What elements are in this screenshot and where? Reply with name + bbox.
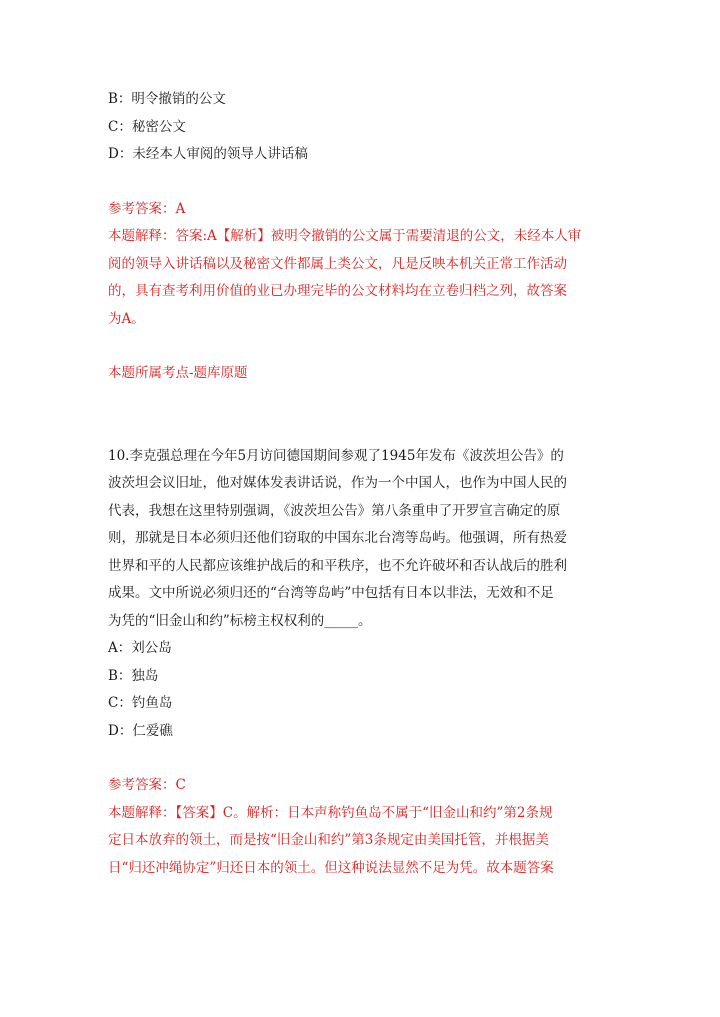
- q10-question: [108, 443, 616, 636]
- q10-question-line: 10.李克强总理在今年5月访问德国期间参观了1945年发布《波茨坦公告》的: [108, 447, 564, 464]
- q9-option-b: B：明令撤销的公文: [108, 91, 226, 107]
- q10-question-line: 为凭的“旧金山和约”标榜主权权利的_____。: [108, 612, 372, 629]
- q9-explanation-line: 为A。: [108, 310, 145, 327]
- q10-question-line: 波茨坦会议旧址，他对媒体发表讲话说，作为一个中国人，也作为中国人民的: [108, 475, 567, 491]
- q9-answer: 参考答案：A: [108, 200, 186, 217]
- q10-explanation-line: 日“归还冲绳协定”归还日本的领土。但这种说法显然不足为凭。故本题答案: [108, 859, 554, 876]
- q10-option-b: B：独岛: [108, 667, 159, 684]
- q10-explanation: [108, 800, 616, 883]
- q10-answer: 参考答案：C: [108, 777, 186, 793]
- q9-option-c: C：秘密公文: [108, 118, 186, 135]
- q9-option-d: D：未经本人审阅的领导人讲话稿: [108, 146, 308, 162]
- q9-explanation-line: 阅的领导入讲话稿以及秘密文件都属上类公文，凡是反映本机关正常工作活动: [108, 255, 567, 272]
- q10-option-a: A：刘公岛: [108, 640, 172, 656]
- q10-question-line: 代表，我想在这里特别强调，《波茨坦公告》第八条重申了开罗宣言确定的原: [108, 502, 561, 519]
- q10-option-d: D：仁爱礁: [108, 722, 173, 739]
- q10-option-c: C：钓鱼岛: [108, 695, 173, 711]
- q10-explanation-line: 定日本放弃的领土，而是按“旧金山和约”第3条规定由美国托管，并根据美: [108, 832, 549, 848]
- q10-question-line: 世界和平的人民都应该维护战后的和平秩序，也不允许破坏和否认战后的胜利: [108, 557, 567, 574]
- q10-explanation-line: 本题解释：【答案】C。解析：日本声称钓鱼岛不属于“旧金山和约”第2条规: [108, 804, 553, 821]
- q9-source: 本题所属考点-题库原题: [108, 365, 248, 381]
- q9-explanation-line: 的，具有查考利用价值的业已办理完毕的公文材料均在立卷归档之列，故答案: [108, 283, 567, 299]
- exam-page: [108, 86, 616, 882]
- q10-question-line: 成果。文中所说必须归还的“台湾等岛屿”中包括有日本以非法，无效和不足: [108, 585, 554, 601]
- q9-explanation: [108, 223, 616, 333]
- q10-question-line: 则，那就是日本必须归还他们窃取的中国东北台湾等岛屿。他强调，所有热爱: [108, 530, 567, 546]
- q9-explanation-line: 本题解释：答案:A【解析】被明令撤销的公文属于需要清退的公文，未经本人审: [108, 228, 582, 244]
- q9-options: [108, 86, 616, 169]
- q10-options: [108, 635, 616, 745]
